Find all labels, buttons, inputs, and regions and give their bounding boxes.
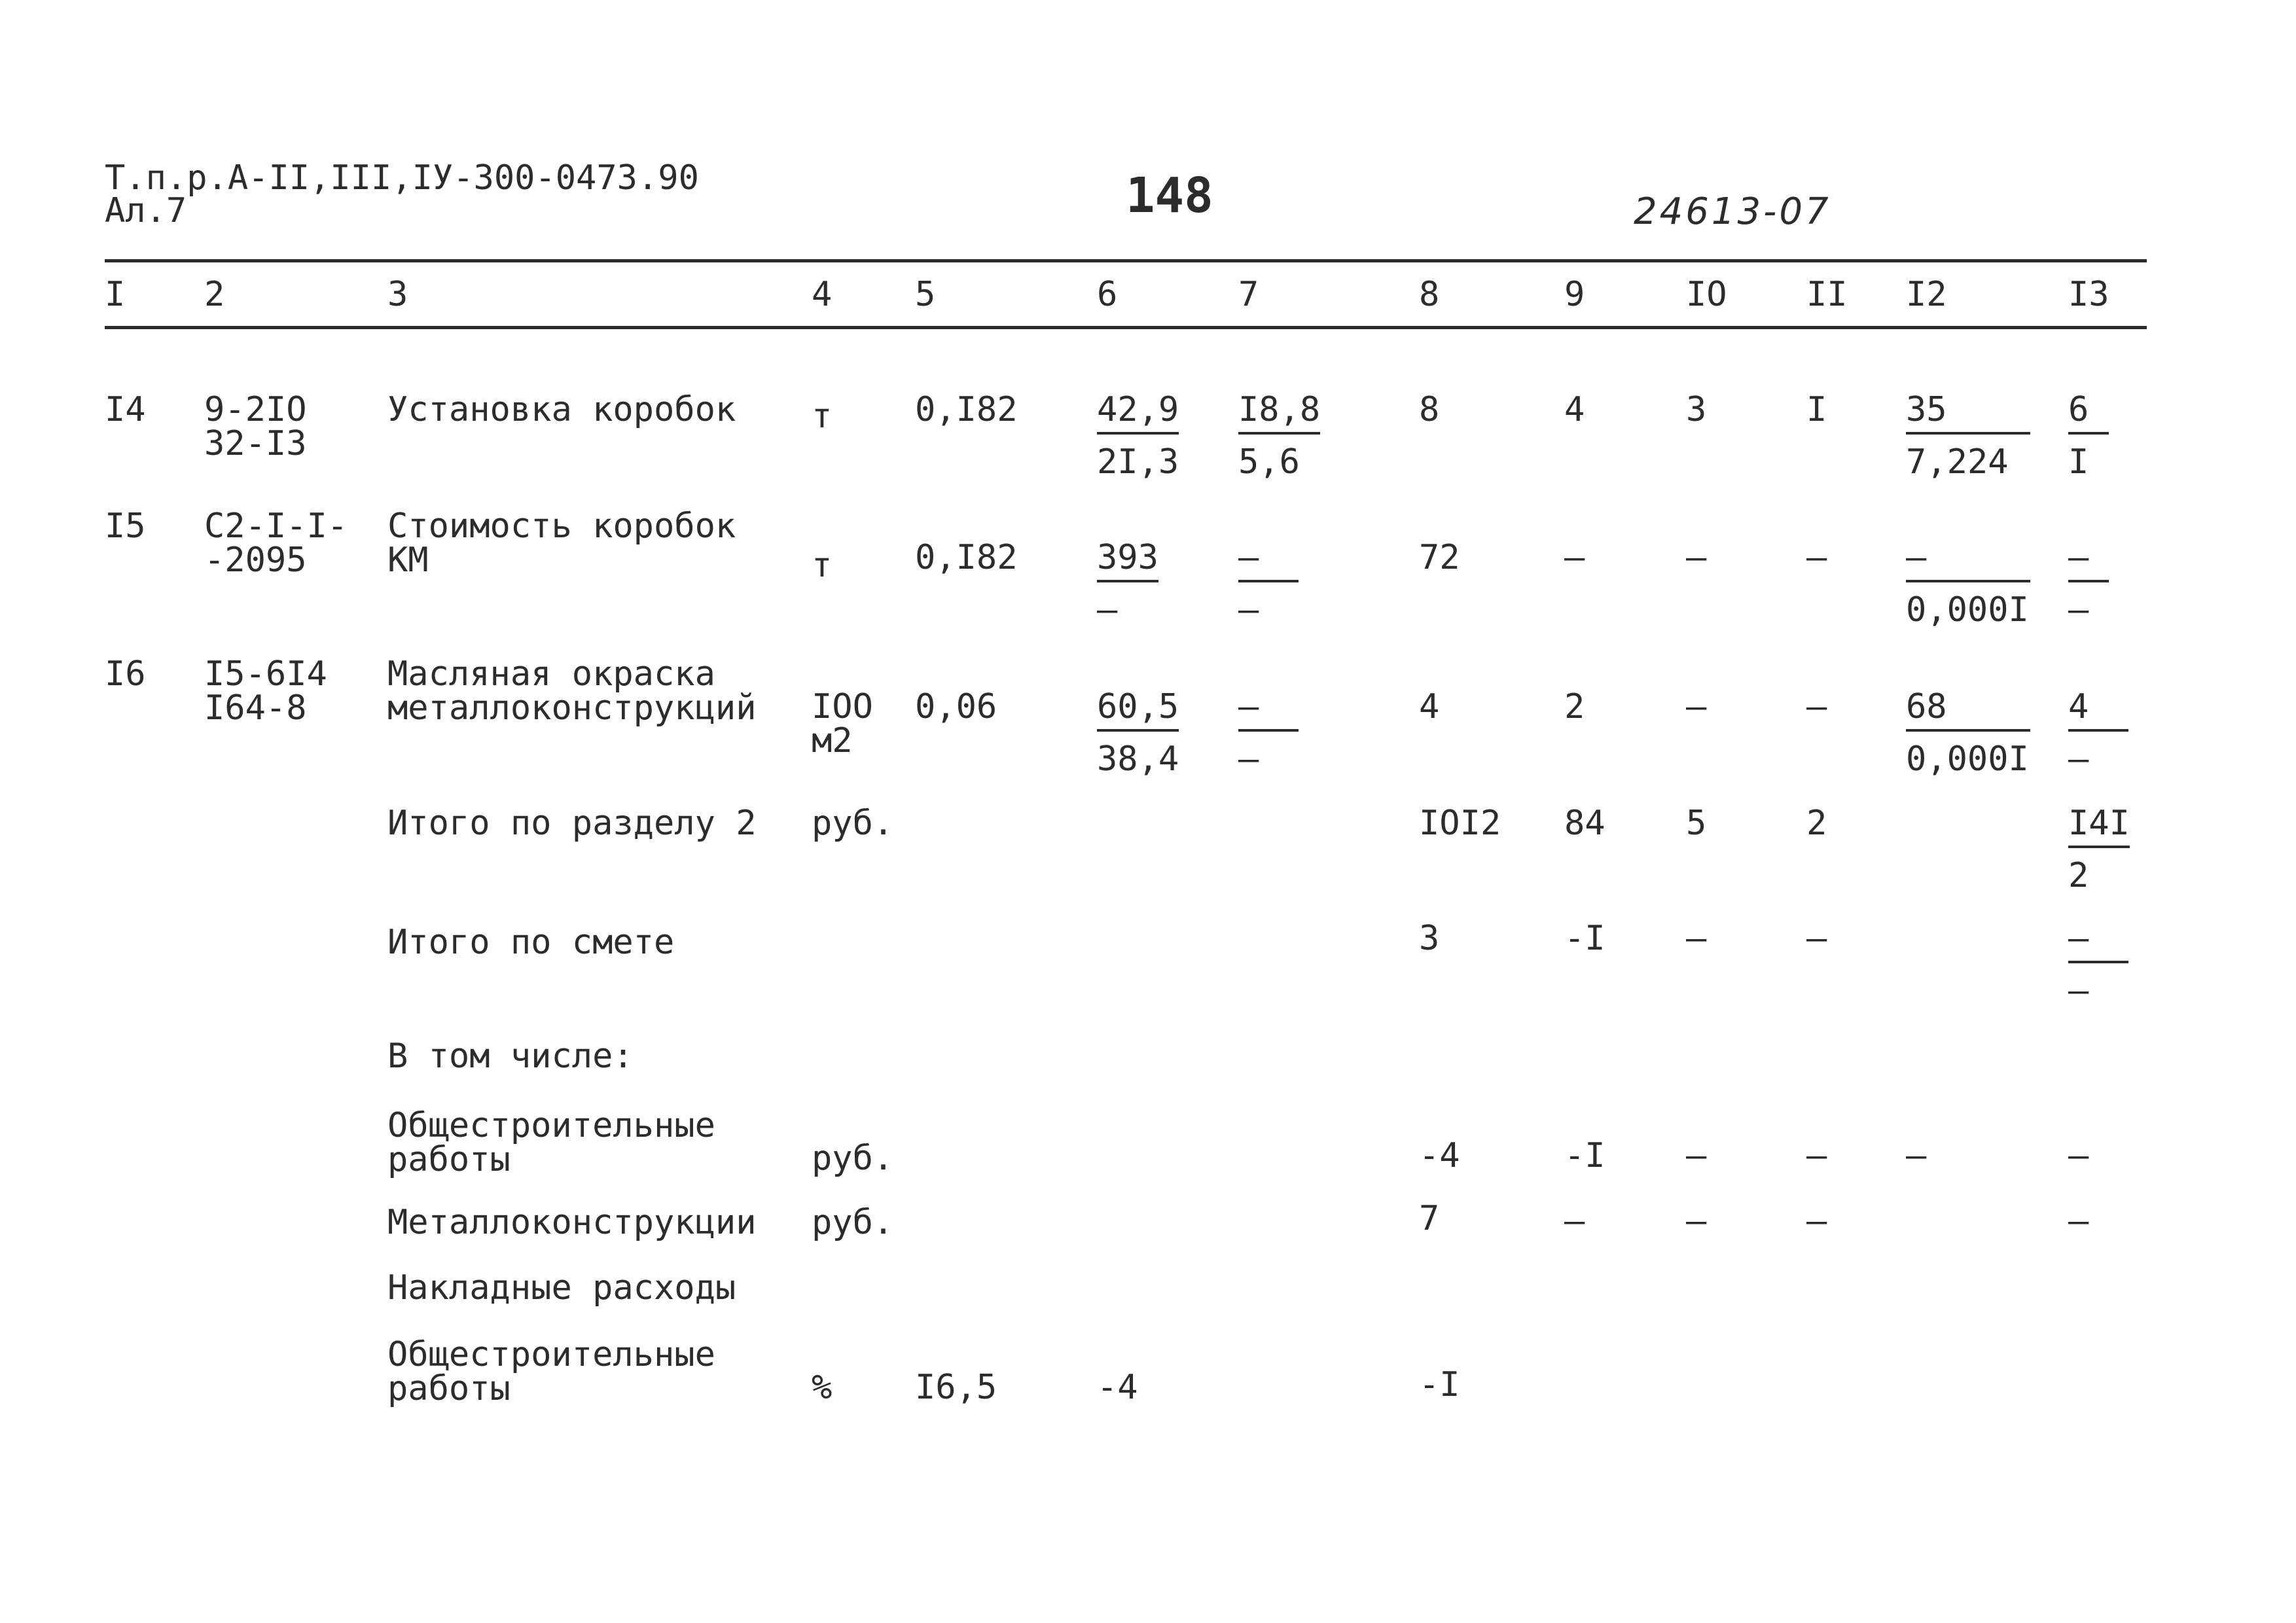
cell-col7-fraction: – –: [1238, 690, 1299, 776]
column-number: 2: [204, 275, 225, 314]
row-name: Масляная окраска металлоконструкций: [387, 654, 757, 728]
overhead-label: Накладные расходы: [387, 1268, 736, 1308]
row-unit: т: [812, 546, 833, 585]
column-number: I2: [1906, 275, 1947, 314]
row-number: I6: [105, 654, 146, 694]
overhead-general-rate: I6,5: [915, 1368, 997, 1407]
cell-col7-fraction: $\frac{I8,8}{5,6}$: [1238, 390, 1321, 482]
cell-col8: 8: [1419, 390, 1440, 429]
cell-col10: –: [1686, 538, 1707, 577]
cell-col8: 72: [1419, 538, 1460, 577]
row-code: С2-I-I- -2095: [204, 507, 348, 580]
document-reference-line2: Ал.7: [105, 191, 187, 230]
cell-col8: -I: [1419, 1365, 1460, 1404]
cell-col10: –: [1686, 1136, 1707, 1175]
row-code: I5-6I4 I64-8: [204, 654, 327, 728]
cell-col10: 5: [1686, 804, 1707, 843]
column-number: II: [1806, 275, 1848, 314]
cell-col6-fraction: $\frac{42,9}{2I,3}$: [1097, 390, 1179, 482]
cell-col9: -I: [1564, 1136, 1605, 1175]
section-total-label: Итого по разделу 2: [387, 804, 757, 843]
row-code: 9-2IO 32-I3: [204, 390, 307, 463]
cell-col9: –: [1564, 538, 1585, 577]
including-label: В том числе:: [387, 1037, 634, 1076]
cell-col11: –: [1806, 919, 1827, 958]
table-top-rule: [105, 259, 2147, 262]
row-unit: IOO м2: [812, 687, 873, 760]
cell-col7-fraction: – –: [1238, 541, 1299, 627]
row-quantity: 0,I82: [915, 538, 1018, 577]
overhead-general-label: Общестроительные работы: [387, 1335, 715, 1408]
row-quantity: 0,06: [915, 687, 997, 726]
cell-col9: 2: [1564, 687, 1585, 726]
subtotal-metal-unit: руб.: [812, 1203, 894, 1242]
cell-col11: I: [1806, 390, 1827, 429]
cell-col11: 2: [1806, 804, 1827, 843]
cell-col13: –: [2068, 1202, 2089, 1241]
document-reference-line1: Т.п.р.А-II,III,IУ-300-0473.90: [105, 158, 699, 198]
cell-col12-fraction: $\frac{35}{7,224}$: [1906, 393, 2030, 479]
column-number: 4: [812, 275, 833, 314]
cell-col11: –: [1806, 687, 1827, 726]
document-reference: [105, 158, 699, 230]
cell-col11: –: [1806, 1202, 1827, 1241]
column-number: 9: [1564, 275, 1585, 314]
cell-col10: 3: [1686, 390, 1707, 429]
row-quantity: 0,I82: [915, 390, 1018, 429]
cell-col13-fraction: – –: [2068, 921, 2128, 1008]
cell-col8: 7: [1419, 1199, 1440, 1238]
cell-col11: –: [1806, 1136, 1827, 1175]
row-number: I5: [105, 507, 146, 546]
column-number: I: [105, 275, 126, 314]
column-number: I3: [2068, 275, 2109, 314]
column-number: 7: [1238, 275, 1259, 314]
page-number: 148: [1126, 168, 1213, 224]
cell-col10: –: [1686, 919, 1707, 958]
cell-col6: -4: [1097, 1368, 1138, 1407]
cell-col8: 3: [1419, 919, 1440, 958]
cell-col8: IOI2: [1419, 804, 1501, 843]
cell-col8: 4: [1419, 687, 1440, 726]
column-number: 5: [915, 275, 936, 314]
cell-col12: –: [1906, 1136, 1927, 1175]
column-number: IO: [1686, 275, 1727, 314]
cell-col9: –: [1564, 1202, 1585, 1241]
cell-col13-fraction: $\frac{6}{I}$: [2068, 393, 2109, 479]
cell-col11: –: [1806, 538, 1827, 577]
overhead-general-unit: %: [812, 1368, 833, 1407]
row-unit: т: [812, 397, 833, 436]
column-number: 3: [387, 275, 408, 314]
cell-col13-fraction: 4 –: [2068, 690, 2128, 776]
subtotal-general-unit: руб.: [812, 1139, 894, 1178]
row-number: I4: [105, 390, 146, 429]
cell-col6-fraction: 393 –: [1097, 538, 1158, 630]
cell-col8: -4: [1419, 1136, 1460, 1175]
cell-col12-fraction: – 0,000I: [1906, 541, 2030, 627]
cell-col13-fraction: $\frac{I4I}{2}$: [2068, 804, 2130, 895]
column-number: 6: [1097, 275, 1118, 314]
estimate-total-label: Итого по смете: [387, 923, 675, 962]
table-header-rule: [105, 326, 2147, 329]
subtotal-metal-label: Металлоконструкции: [387, 1203, 757, 1242]
subtotal-general-label: Общестроительные работы: [387, 1106, 715, 1179]
cell-col9: -I: [1564, 919, 1605, 958]
cell-col13: –: [2068, 1136, 2089, 1175]
cell-col9: 4: [1564, 390, 1585, 429]
document-code: 24613-07: [1634, 190, 1831, 233]
column-number: 8: [1419, 275, 1440, 314]
cell-col12-fraction: $\frac{68}{0,000I}$: [1906, 690, 2030, 776]
section-total-unit: руб.: [812, 804, 894, 843]
cell-col6-fraction: $\frac{60,5}{38,4}$: [1097, 687, 1179, 779]
cell-col9: 84: [1564, 804, 1605, 843]
cell-col13-fraction: – –: [2068, 541, 2109, 627]
cell-col10: –: [1686, 687, 1707, 726]
row-name: Установка коробок: [387, 390, 736, 429]
row-name: Стоимость коробок КМ: [387, 507, 736, 580]
cell-col10: –: [1686, 1202, 1707, 1241]
